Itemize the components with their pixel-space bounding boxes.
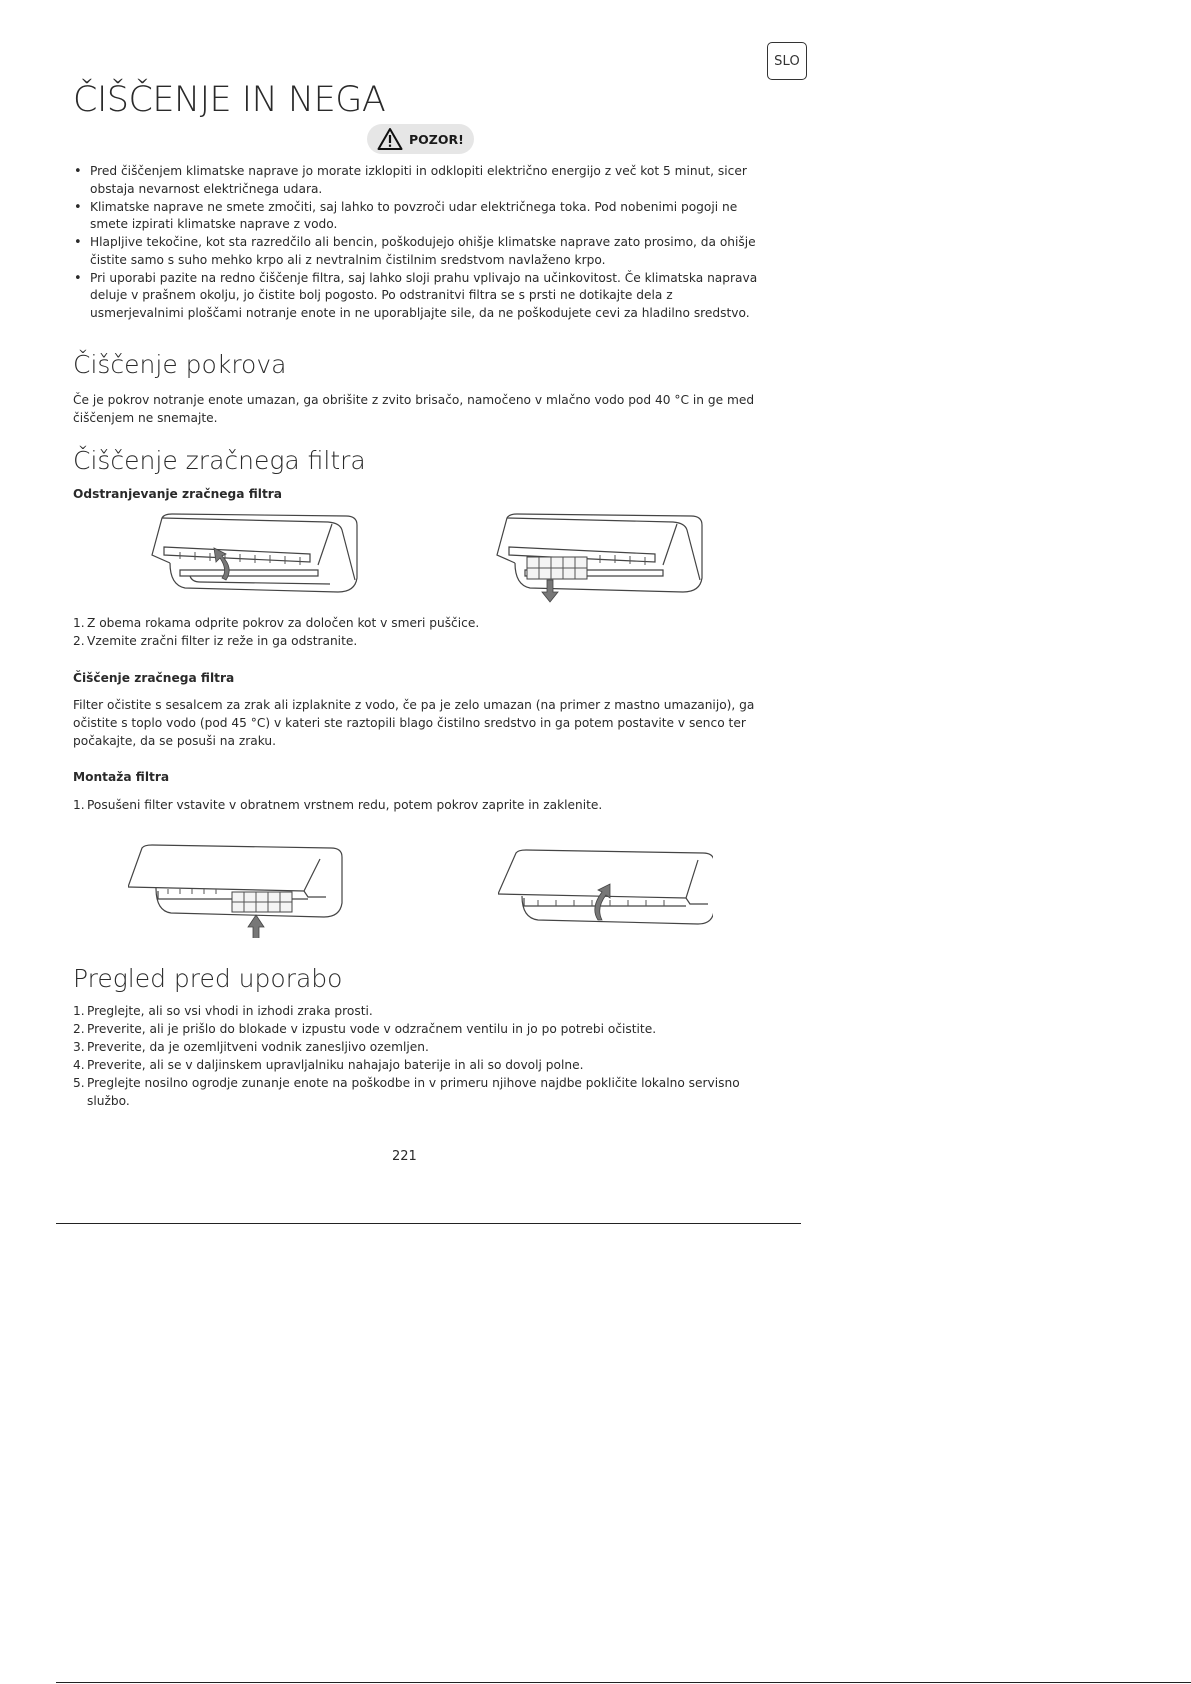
page-title: ČIŠČENJE IN NEGA — [73, 80, 386, 120]
filter-cleaning-heading: Čiščenje zračnega filtra — [73, 446, 366, 475]
list-item — [73, 1056, 763, 1074]
list-item — [73, 1020, 763, 1038]
step-number: 1. — [73, 1004, 85, 1018]
filter-cleaning-subheading: Čiščenje zračnega filtra — [73, 671, 235, 685]
filter-mounting-steps — [73, 796, 763, 814]
safety-bullet-list — [73, 163, 763, 323]
step-number: 1. — [73, 616, 85, 630]
list-item — [73, 1038, 763, 1056]
bullet-item: • Pred čiščenjem klimatske naprave jo morate izklopiti in odklopiti električno energijo z več kot 5 minut, sicer obstaja nevarnost električnega udara. — [73, 163, 763, 198]
page-number: 221 — [392, 1149, 417, 1164]
filter-mounting-subheading: Montaža filtra — [73, 770, 170, 784]
warning-badge — [367, 124, 474, 154]
bullet-item: • Pri uporabi pazite na redno čiščenje filtra, saj lahko sloji prahu vplivajo na učinkovitost. Če klimatska naprava deluje v prašnem okolju, jo čistite bolj pogosto. Po odstranitvi filtra se s prsti ne dotikajte dela z usmerjevalnimi ploščami notranje enote in ne uporabljajte sile, da ne poškodujete cevi za hladilno sredstvo. — [73, 270, 763, 323]
step-number: 3. — [73, 1040, 85, 1054]
step-text: Preverite, ali se v daljinskem upravljalniku nahajajo baterije in ali so dovolj polne. — [87, 1058, 584, 1072]
figure-insert-filter — [128, 843, 343, 938]
list-item — [73, 796, 763, 814]
bullet-item: • Hlapljive tekočine, kot sta razredčilo ali bencin, poškodujejo ohišje klimatske naprave zato prosimo, da ohišje čistite samo s suho mehko krpo ali z nevtralnim čistilnim sredstvom navlaženo krpo. — [73, 234, 763, 269]
step-text: Preglejte, ali so vsi vhodi in izhodi zraka prosti. — [87, 1004, 373, 1018]
inspection-steps — [73, 1002, 763, 1110]
inspection-heading: Pregled pred uporabo — [73, 964, 343, 993]
step-number: 1. — [73, 798, 85, 812]
step-text: Z obema rokama odprite pokrov za določen kot v smeri puščice. — [87, 616, 480, 630]
step-text: Preverite, da je ozemljitveni vodnik zanesljivo ozemljen. — [87, 1040, 429, 1054]
step-number: 5. — [73, 1076, 85, 1090]
list-item — [73, 632, 763, 650]
bullet-item: • Klimatske naprave ne smete zmočiti, saj lahko to povzroči udar električnega toka. Pod nobenimi pogoji ne smete izpirati klimatske naprave z vodo. — [73, 199, 763, 234]
list-item — [73, 614, 763, 632]
figure-open-cover — [150, 510, 365, 605]
step-number: 4. — [73, 1058, 85, 1072]
list-item — [73, 1074, 763, 1110]
language-badge: SLO — [767, 42, 807, 80]
cover-cleaning-text: Če je pokrov notranje enote umazan, ga obrišite z zvito brisačo, namočeno v mlačno vodo pod 40 °C in ge med čiščenjem ne snemajte. — [73, 393, 755, 425]
step-text: Preglejte nosilno ogrodje zunanje enote na poškodbe in v primeru njihove najdbe pokličite lokalno servisno službo. — [87, 1076, 740, 1108]
filter-cleaning-text: Filter očistite s sesalcem za zrak ali izplaknite z vodo, če pa je zelo umazan (na primer z mastno umazanijo), ga očistite s toplo vodo (pod 45 °C) v kateri ste raztopili blago čistilno sredstvo in ga potem postavite v senco ter počakajte, da se posuši na zraku. — [73, 698, 755, 748]
filter-removal-subheading: Odstranjevanje zračnega filtra — [73, 487, 283, 501]
bottom-divider — [56, 1682, 1191, 1683]
footer-divider — [56, 1223, 801, 1224]
figure-remove-filter — [495, 510, 710, 605]
cover-cleaning-heading: Čiščenje pokrova — [73, 350, 287, 379]
warning-label: POZOR! — [409, 131, 464, 147]
step-number: 2. — [73, 634, 85, 648]
step-number: 2. — [73, 1022, 85, 1036]
warning-triangle-icon — [377, 127, 403, 151]
step-text: Vzemite zračni filter iz reže in ga odstranite. — [87, 634, 358, 648]
step-text: Preverite, ali je prišlo do blokade v izpustu vode v odzračnem ventilu in jo po potrebi očistite. — [87, 1022, 657, 1036]
filter-removal-steps — [73, 614, 763, 650]
step-text: Posušeni filter vstavite v obratnem vrstnem redu, potem pokrov zaprite in zaklenite. — [87, 798, 603, 812]
figure-close-cover — [498, 848, 713, 943]
list-item — [73, 1002, 763, 1020]
